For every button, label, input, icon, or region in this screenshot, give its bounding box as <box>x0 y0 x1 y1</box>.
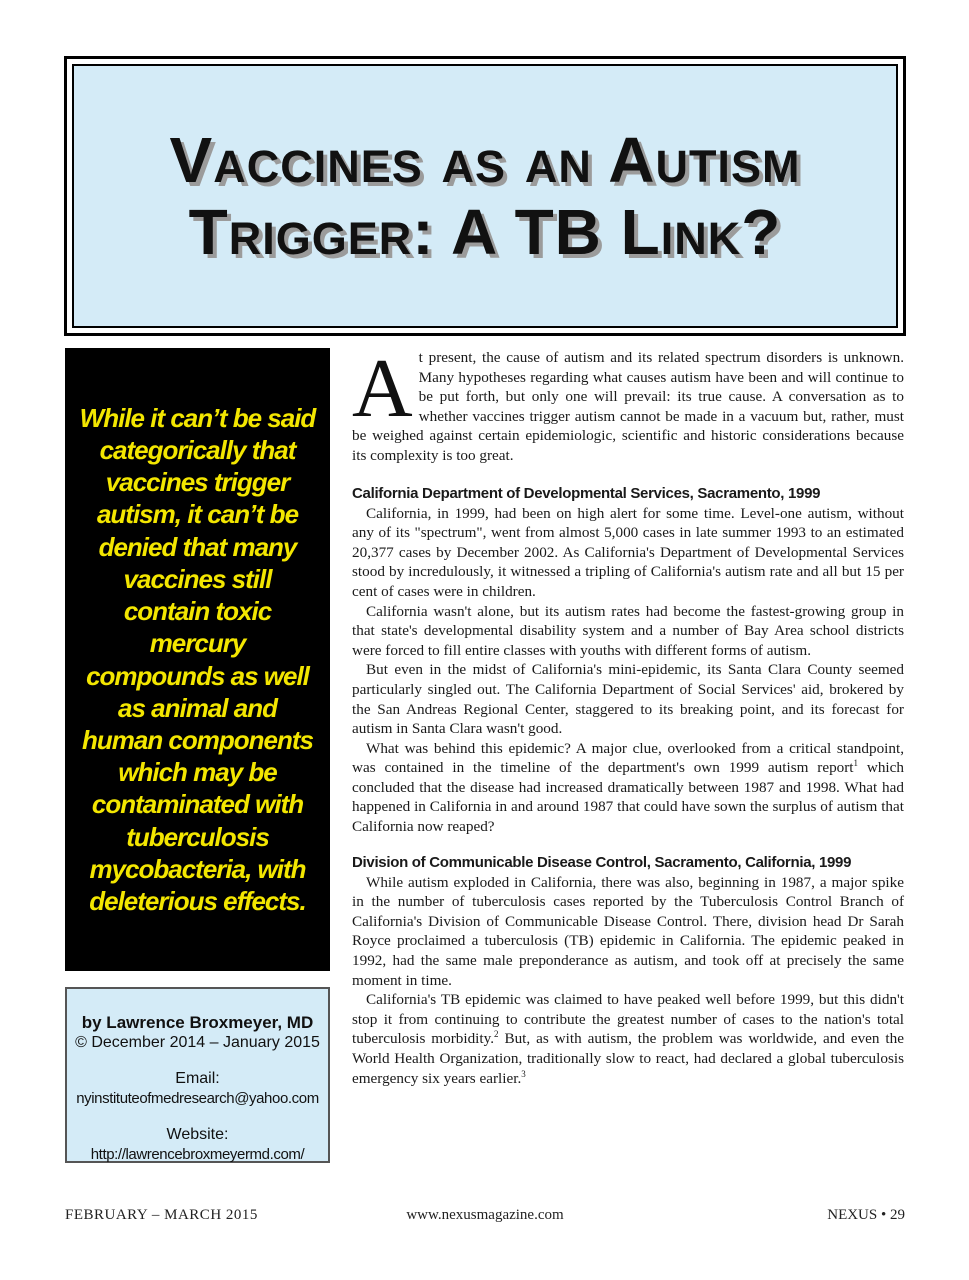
paragraph <box>352 990 904 1088</box>
footnote-ref: 1 <box>853 758 859 769</box>
footer-issue: FEBRUARY – MARCH 2015 <box>65 1207 258 1223</box>
email-label: Email: <box>175 1070 220 1087</box>
section-heading-2: Division of Communicable Disease Control, Sacramento, California, 1999 <box>352 853 852 871</box>
drop-cap: A <box>352 342 413 435</box>
author-name: by Lawrence Broxmeyer, MD <box>81 1013 314 1032</box>
paragraph-text: California's TB epidemic was claimed to have peaked well before 1999, but this didn't stop it from continuing to contribute the greatest number of cases to the nation's total tuberculosis morbidity. <box>352 991 904 1048</box>
paragraph <box>352 739 904 837</box>
paragraph: California wasn't alone, but its autism rates had become the fastest-growing group in that state's developmental disability system and a number of Bay Area school districts were forced to fill entire classes with youths with different forms of autism. <box>352 602 904 659</box>
footnote-ref: 3 <box>521 1068 526 1079</box>
article-body <box>352 342 904 1088</box>
footer-website[interactable]: www.nexusmagazine.com <box>406 1207 564 1223</box>
title-line-1: Vaccines as an Autism <box>169 124 801 196</box>
paragraph-text: which concluded that the disease had increased dramatically between 1987 and 1998. What had happened in California in and around 1987 that could have sown the surplus of autism that California now reaped? <box>352 759 904 836</box>
pull-quote-box <box>65 348 330 971</box>
website-url[interactable]: http://lawrencebroxmeyermd.com/ <box>90 1146 305 1163</box>
footnote-ref: 2 <box>494 1029 499 1040</box>
intro-text: t present, the cause of autism and its related spectrum disorders is unknown. Many hypotheses regarding what causes autism have been and will continue to be put forth, but only one will prevail: its true cause. A conversation as to whether vaccines trigger autism cannot be made in a vacuum but, rather, must be weighed against certain epidemiologic, scientific and historic considerations because its complexity is too great. <box>352 349 904 464</box>
page-footer <box>65 1204 905 1226</box>
email-address[interactable]: nyinstituteofmedresearch@yahoo.com <box>76 1090 319 1107</box>
paragraph: California, in 1999, had been on high alert for some time. Level-one autism, without any of its "spectrum", went from almost 5,000 cases in late summer 1993 to an estimated 20,377 cases by December 2002. As California's Department of Developmental Services stood by incredulously, it witnessed a tripling of California's autism rate and all but 15 per cent of cases were in children. <box>352 504 904 600</box>
copyright-date: © December 2014 – January 2015 <box>75 1034 320 1051</box>
title-panel <box>72 64 898 328</box>
website-label: Website: <box>166 1126 229 1143</box>
paragraph-text: What was behind this epidemic? A major clue, overlooked from a critical standpoint, was contained in the timeline of the department's own 1999 autism report <box>352 739 904 777</box>
footer-page-number: NEXUS • 29 <box>827 1207 905 1223</box>
title-line-2: Trigger: A TB Link? <box>188 196 782 268</box>
paragraph: But even in the midst of California's mini-epidemic, its Santa Clara County seemed particularly singled out. The California Department of Social Services' aid, brokered by the San Andreas Regional Center, staggered to its breaking point, and its forecast for autism in Santa Clara wasn't good. <box>352 661 904 738</box>
section-heading-1: California Department of Developmental Services, Sacramento, 1999 <box>352 484 821 502</box>
intro-paragraph <box>352 342 904 466</box>
paragraph-text: But, as with autism, the problem was worldwide, and even the World Health Organization, traditionally slow to react, had declared a global tuberculosis emergency six years earlier. <box>352 1030 904 1087</box>
paragraph: While autism exploded in California, there was also, beginning in 1987, a major spike in the number of tuberculosis cases reported by the Tuberculosis Control Branch of California's Division of Communicable Disease Control. There, division head Dr Sarah Royce proclaimed a tuberculosis (TB) epidemic in California. The epidemic peaked in 1992, had the same male preponderance as autism, and took off at precisely the same moment in time. <box>352 873 904 989</box>
author-box <box>65 987 330 1163</box>
pull-quote-text: While it can’t be said categorically that vaccines trigger autism, it can’t be denied that many vaccines still contain toxic mercury compounds as well as animal and human components which may be contaminated with tuberculosis mycobacteria, with deleterious effects. <box>79 402 316 916</box>
title-box <box>64 56 906 336</box>
